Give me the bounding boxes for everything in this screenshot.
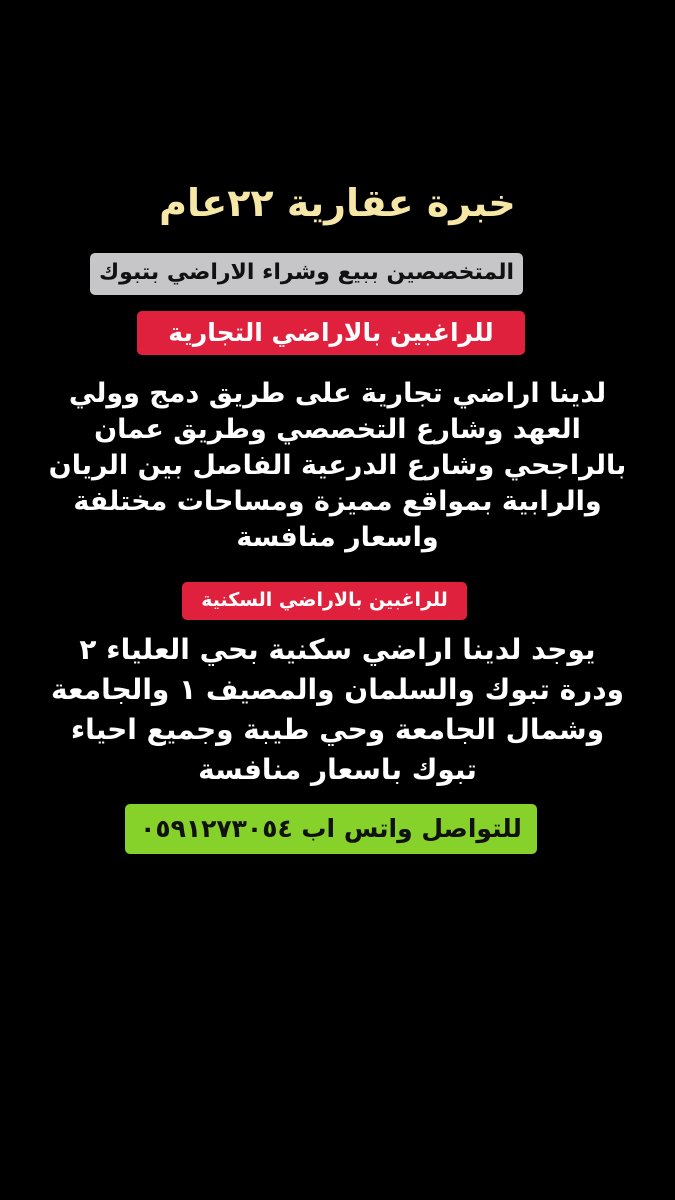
commercial-line: والرابية بمواقع مميزة ومساحات مختلفة (73, 486, 602, 517)
commercial-line: لدينا اراضي تجارية على طريق دمج وولي (68, 378, 607, 409)
residential-line: يوجد لدينا اراضي سكنية بحي العلياء ٢ (79, 633, 596, 666)
commercial-lands-tag: للراغبين بالاراضي التجارية (137, 311, 525, 355)
residential-line: وشمال الجامعة وحي طيبة وجميع احياء (70, 713, 605, 746)
residential-description (0, 630, 675, 790)
commercial-line: بالراجحي وشارع الدرعية الفاصل بين الريان (48, 450, 627, 481)
commercial-line: العهد وشارع التخصصي وطريق عمان (94, 414, 581, 445)
residential-line: ودرة تبوك والسلمان والمصيف ١ والجامعة (50, 673, 625, 706)
whatsapp-contact-tag: للتواصل واتس اب ٠٥٩١٢٧٣٠٥٤ (125, 804, 537, 854)
specialists-tag: المتخصصين ببيع وشراء الاراضي بتبوك (90, 253, 523, 295)
headline: خبرة عقارية ٢٢عام (159, 181, 516, 225)
commercial-line: واسعار منافسة (236, 522, 439, 553)
residential-line: تبوك باسعار منافسة (198, 753, 477, 786)
commercial-description (0, 376, 675, 556)
residential-lands-tag: للراغبين بالاراضي السكنية (182, 582, 467, 620)
